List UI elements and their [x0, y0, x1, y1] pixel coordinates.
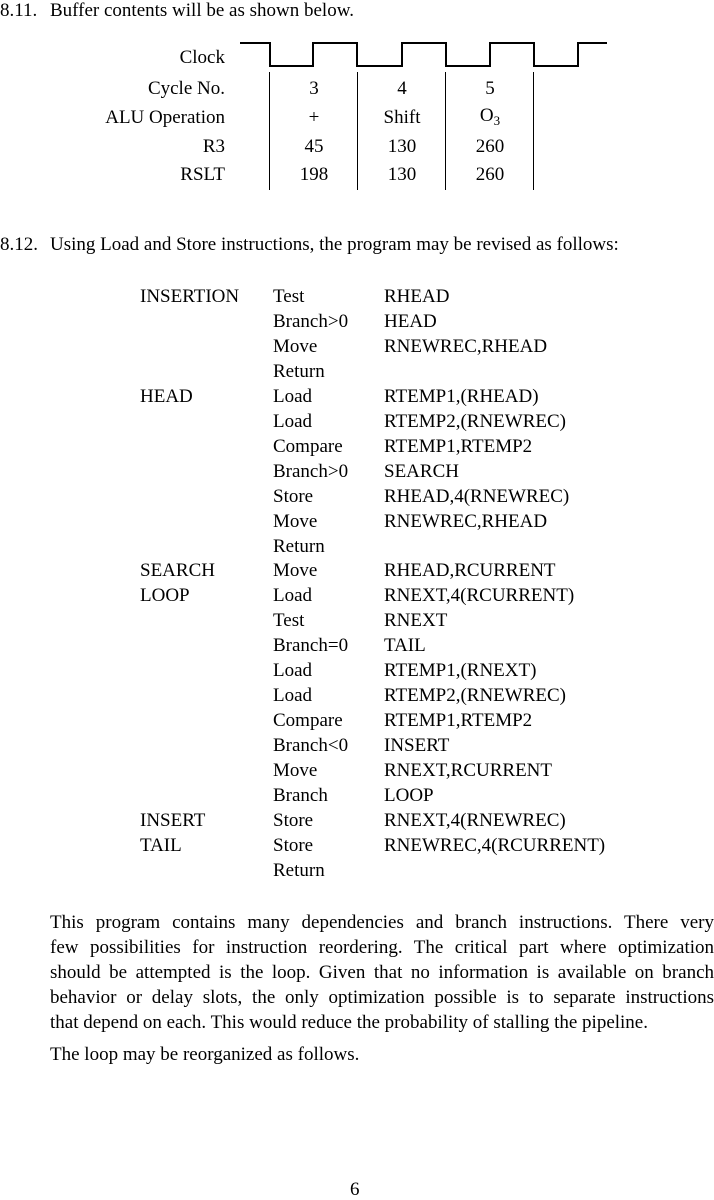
- program-opcode: Return: [273, 860, 325, 881]
- program-opcode: Return: [273, 536, 325, 557]
- subscript: 3: [493, 113, 501, 128]
- program-operands: HEAD: [384, 311, 437, 332]
- program-operands: RTEMP1,RTEMP2: [384, 710, 533, 731]
- section-text-8-11: Buffer contents will be as shown below.: [50, 0, 354, 21]
- program-operands: RTEMP1,RTEMP2: [384, 436, 533, 457]
- program-operands: INSERT: [384, 735, 450, 756]
- cell-r3-3: 45: [304, 136, 324, 157]
- section-number-8-11: 8.11.: [0, 0, 38, 21]
- program-opcode: Return: [273, 361, 325, 382]
- program-operands: RHEAD,RCURRENT: [384, 560, 556, 581]
- cell-alu-4: Shift: [383, 107, 421, 128]
- program-operands: RTEMP2,(RNEWREC): [384, 411, 566, 432]
- program-operands: RTEMP2,(RNEWREC): [384, 685, 566, 706]
- program-operands: RNEWREC,RHEAD: [384, 336, 548, 357]
- program-label: INSERT: [140, 810, 206, 831]
- program-operands: RHEAD: [384, 286, 450, 307]
- paragraph-line: should be attempted is the loop. Given that no information is available on branch: [50, 962, 714, 983]
- program-opcode: Load: [273, 585, 313, 606]
- row-label-alu: ALU Operation: [105, 107, 225, 128]
- paragraph-line: that depend on each. This would reduce the probability of stalling the pipeline.: [50, 1012, 648, 1033]
- program-operands: SEARCH: [384, 461, 459, 482]
- page-number: 6: [350, 1179, 360, 1200]
- cell-cycle-5: 5: [485, 78, 495, 99]
- program-opcode: Move: [273, 511, 318, 532]
- program-opcode: Store: [273, 810, 314, 831]
- program-opcode: Load: [273, 386, 313, 407]
- program-operands: RNEXT,4(RNEWREC): [384, 810, 566, 831]
- program-opcode: Test: [273, 286, 305, 307]
- clock-waveform: [0, 0, 714, 80]
- program-opcode: Load: [273, 660, 313, 681]
- cell-r3-4: 130: [387, 136, 417, 157]
- program-opcode: Compare: [273, 710, 343, 731]
- row-label-cycle: Cycle No.: [147, 78, 225, 99]
- cell-rslt-3: 198: [299, 164, 329, 185]
- program-operands: RTEMP1,(RNEXT): [384, 660, 537, 681]
- program-opcode: Branch<0: [273, 735, 349, 756]
- program-label: INSERTION: [140, 286, 240, 307]
- paragraph-line: few possibilities for instruction reordering. The critical part where optimization: [50, 937, 714, 958]
- program-opcode: Store: [273, 486, 314, 507]
- program-operands: TAIL: [384, 635, 426, 656]
- program-opcode: Branch=0: [273, 635, 349, 656]
- program-opcode: Branch>0: [273, 311, 349, 332]
- program-opcode: Load: [273, 411, 313, 432]
- program-opcode: Branch: [273, 785, 328, 806]
- program-label: TAIL: [140, 835, 182, 856]
- program-operands: RTEMP1,(RHEAD): [384, 386, 539, 407]
- section-text-8-12: Using Load and Store instructions, the program may be revised as follows:: [50, 234, 619, 255]
- cell-cycle-4: 4: [397, 78, 407, 99]
- program-opcode: Compare: [273, 436, 343, 457]
- cell-alu-5: $O_3$: [479, 105, 501, 128]
- row-label-r3: R3: [202, 136, 225, 157]
- program-label: LOOP: [140, 585, 190, 606]
- cell-rslt-4: 130: [387, 164, 417, 185]
- cell-rslt-5: 260: [475, 164, 505, 185]
- program-operands: RNEWREC,RHEAD: [384, 511, 548, 532]
- paragraph-loop: The loop may be reorganized as follows.: [50, 1044, 360, 1065]
- row-label-rslt: RSLT: [180, 164, 225, 185]
- program-opcode: Move: [273, 336, 318, 357]
- paragraph-explanation: [50, 910, 714, 1035]
- program-operands: RHEAD,4(RNEWREC): [384, 486, 570, 507]
- program-opcode: Store: [273, 835, 314, 856]
- paragraph-line: This program contains many dependencies and branch instructions. There very: [50, 912, 714, 933]
- program-opcode: Branch>0: [273, 461, 349, 482]
- program-operands: RNEXT: [384, 610, 448, 631]
- program-operands: RNEWREC,4(RCURRENT): [384, 835, 606, 856]
- program-opcode: Load: [273, 685, 313, 706]
- row-label-clock: Clock: [179, 47, 225, 68]
- program-label: HEAD: [140, 386, 193, 407]
- section-number-8-12: 8.12.: [0, 234, 38, 255]
- program-opcode: Move: [273, 560, 318, 581]
- cell-alu-3: +: [308, 107, 320, 128]
- program-operands: LOOP: [384, 785, 434, 806]
- paragraph-line: behavior or delay slots, the only optimization possible is to separate instructions: [50, 987, 714, 1008]
- program-opcode: Test: [273, 610, 305, 631]
- program-opcode: Move: [273, 760, 318, 781]
- program-operands: RNEXT,RCURRENT: [384, 760, 553, 781]
- cell-r3-5: 260: [475, 136, 505, 157]
- program-label: SEARCH: [140, 560, 215, 581]
- cell-cycle-3: 3: [309, 78, 319, 99]
- program-operands: RNEXT,4(RCURRENT): [384, 585, 575, 606]
